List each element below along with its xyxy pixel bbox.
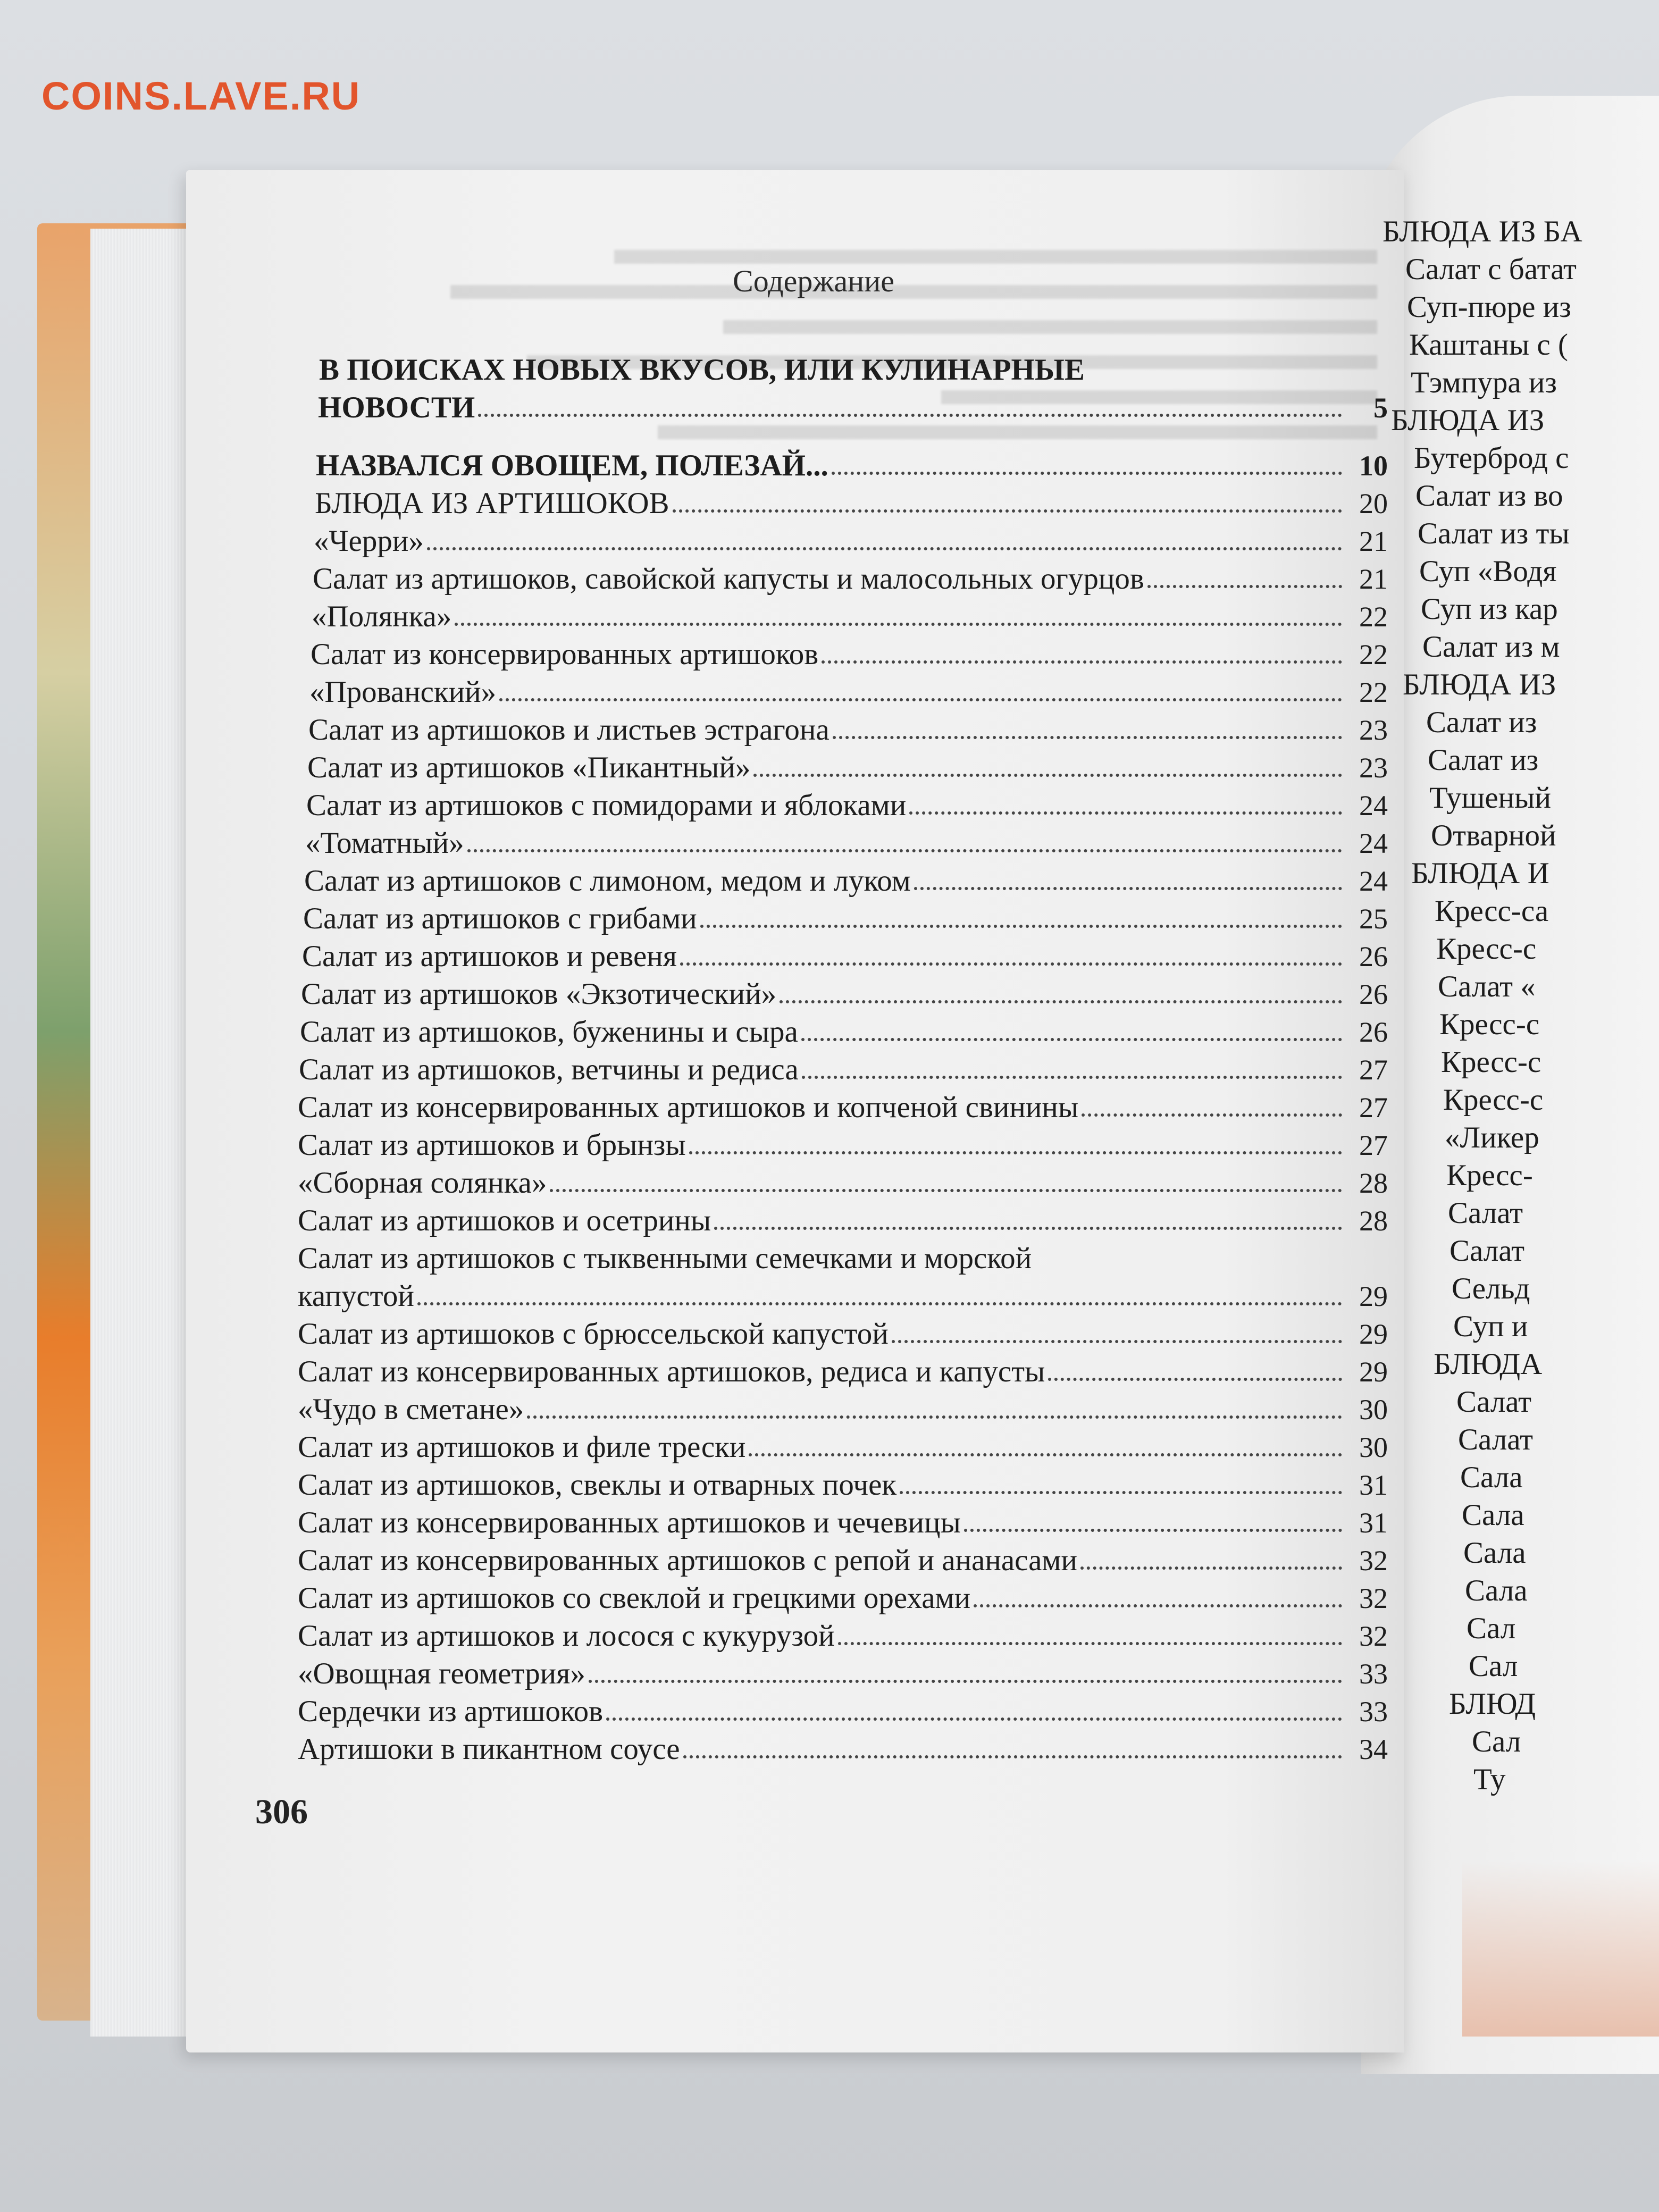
right-toc-line: Салат из м — [1422, 630, 1560, 664]
right-toc-line: Салат из — [1428, 743, 1539, 777]
right-toc-line: Сала — [1463, 1536, 1526, 1570]
right-toc-line: Суп «Водя — [1419, 555, 1557, 588]
toc-leader-dots — [892, 1340, 1342, 1343]
right-toc-line: Суп и — [1453, 1310, 1528, 1343]
toc-entry-title: Салат из артишоков и филе трески — [298, 1430, 746, 1464]
toc-entry — [298, 1390, 1388, 1428]
right-toc-line: Сал — [1472, 1725, 1521, 1758]
right-toc-line: Сала — [1465, 1574, 1528, 1607]
toc-leader-dots — [606, 1717, 1342, 1721]
page-number: 306 — [255, 1792, 308, 1831]
toc-entry-page: 22 — [1359, 639, 1388, 671]
toc-leader-dots — [700, 925, 1342, 928]
toc-entry-page: 25 — [1359, 903, 1388, 935]
watermark: COINS.LAVE.RU — [41, 74, 361, 118]
toc-entry-page: 30 — [1359, 1394, 1388, 1426]
toc-entry — [316, 447, 1388, 484]
right-toc-line: БЛЮДА ИЗ БА — [1382, 215, 1582, 248]
right-toc-line: Салат — [1448, 1196, 1523, 1230]
right-page-toc — [1382, 213, 1659, 1798]
right-toc-line: БЛЮДА И — [1411, 857, 1549, 890]
toc-entry-title: Салат из артишоков, свеклы и отварных почек — [298, 1468, 897, 1502]
toc-leader-dots — [467, 849, 1342, 852]
toc-entry — [304, 862, 1388, 900]
toc-entry-title: Салат из артишоков с тыквенными семечками и морской — [298, 1242, 1032, 1275]
toc-entry-page: 27 — [1359, 1092, 1388, 1124]
toc-entry-page: 23 — [1359, 752, 1388, 784]
toc-entry-title: Салат из артишоков и брынзы — [298, 1128, 686, 1162]
right-toc-line: БЛЮДА ИЗ — [1403, 668, 1556, 701]
right-page-shadow — [1462, 1861, 1659, 2037]
toc-entry-title: капустой — [298, 1279, 414, 1313]
right-toc-line: Кресс- — [1446, 1159, 1533, 1192]
toc-entry — [314, 522, 1388, 560]
toc-entry-page: 5 — [1373, 392, 1388, 424]
right-toc-line: Сал — [1467, 1612, 1516, 1645]
toc-leader-dots — [527, 1415, 1342, 1419]
toc-entry-page: 28 — [1359, 1167, 1388, 1199]
right-toc-line: Бутерброд с — [1414, 441, 1569, 475]
toc-leader-dots — [964, 1529, 1342, 1532]
toc-entry — [301, 975, 1388, 1013]
toc-entry-title: Салат из консервированных артишоков и чечевицы — [298, 1506, 961, 1539]
toc-leader-dots — [1048, 1378, 1342, 1381]
toc-entry-title: Салат из артишоков и ревеня — [302, 940, 677, 973]
toc-entry-title: «Чудо в сметане» — [298, 1393, 524, 1426]
right-toc-line: Кресс-с — [1439, 1008, 1540, 1041]
toc-leader-dots — [683, 1755, 1342, 1758]
toc-entry-title: «Полянка» — [312, 600, 452, 633]
toc-entry-page: 20 — [1359, 488, 1388, 520]
toc-entry-title: Салат из артишоков с лимоном, медом и луком — [304, 864, 911, 898]
toc-entry-title: Салат из артишоков, савойской капусты и малосольных огурцов — [313, 562, 1144, 596]
toc-entry-title: Салат из артишоков, буженины и сыра — [300, 1015, 798, 1049]
toc-entry-page: 31 — [1359, 1507, 1388, 1539]
toc-entry — [298, 1504, 1388, 1541]
toc-entry-page: 28 — [1359, 1205, 1388, 1237]
toc-entry — [298, 1164, 1388, 1202]
toc-entry-page: 27 — [1359, 1054, 1388, 1086]
right-toc-line: Салат с батат — [1405, 253, 1577, 286]
toc-entry-page: 22 — [1359, 676, 1388, 708]
toc-entry-title: Сердечки из артишоков — [298, 1695, 604, 1728]
right-toc-line: Тэмпура из — [1411, 366, 1557, 399]
toc-entry — [313, 560, 1388, 598]
toc-entry-page: 10 — [1359, 450, 1388, 482]
right-toc-line: Кресс-с — [1441, 1045, 1541, 1079]
toc-entry-title: Салат из артишоков с грибами — [303, 902, 697, 935]
toc-entry — [307, 749, 1388, 786]
toc-entry — [299, 1051, 1388, 1088]
toc-entry-page: 21 — [1359, 563, 1388, 595]
toc-entry-title: Салат из артишоков и лосося с кукурузой — [298, 1619, 835, 1653]
toc-entry — [300, 1013, 1388, 1051]
toc-leader-dots — [802, 1076, 1342, 1079]
right-toc-line: Сал — [1469, 1649, 1518, 1683]
toc-entry — [298, 1202, 1388, 1239]
right-toc-line: Салат из во — [1415, 479, 1563, 513]
toc-leader-dots — [780, 1000, 1342, 1003]
toc-entry-title: НОВОСТИ — [318, 391, 475, 424]
toc-leader-dots — [427, 547, 1342, 550]
toc-gap — [298, 426, 1388, 447]
toc-entry — [309, 673, 1388, 711]
toc-leader-dots — [455, 623, 1342, 626]
toc-entry-title: БЛЮДА ИЗ АРТИШОКОВ — [315, 487, 669, 520]
toc-entry-title: Салат из артишоков «Экзотический» — [301, 977, 777, 1011]
right-toc-line: Суп-пюре из — [1407, 290, 1571, 324]
toc-entry-page: 32 — [1359, 1582, 1388, 1614]
toc-leader-dots — [832, 472, 1342, 475]
toc-entry-page: 24 — [1359, 827, 1388, 859]
right-toc-line: Суп из кар — [1421, 592, 1558, 626]
toc-entry-page: 34 — [1359, 1733, 1388, 1765]
right-toc-line: БЛЮД — [1449, 1687, 1536, 1721]
toc-entry — [298, 1692, 1388, 1730]
toc-leader-dots — [499, 698, 1342, 701]
toc-leader-dots — [914, 887, 1342, 890]
right-toc-line: Сала — [1462, 1498, 1524, 1532]
toc-leader-dots — [478, 414, 1342, 417]
toc-entry — [298, 1541, 1388, 1579]
toc-entry-title: Салат из консервированных артишоков с репой и ананасами — [298, 1544, 1077, 1577]
right-toc-line: Кресс-са — [1435, 894, 1549, 928]
toc-leader-dots — [801, 1038, 1342, 1041]
toc-entry-page: 29 — [1359, 1318, 1388, 1350]
right-toc-line: Салат из ты — [1418, 517, 1570, 550]
right-toc-line: Тушеный — [1429, 781, 1551, 815]
toc-leader-dots — [550, 1189, 1342, 1192]
toc-entry — [298, 1126, 1388, 1164]
toc-entry-title: Салат из артишоков с помидорами и яблоками — [306, 789, 907, 822]
toc-entry-title: Артишоки в пикантном соусе — [298, 1732, 680, 1766]
toc-entry-title: В ПОИСКАХ НОВЫХ ВКУСОВ, ИЛИ КУЛИНАРНЫЕ — [319, 353, 1085, 387]
toc-entry-page: 29 — [1359, 1356, 1388, 1388]
right-toc-line: Отварной — [1431, 819, 1556, 852]
toc-entry — [298, 1277, 1388, 1315]
toc-entry-page: 26 — [1359, 1016, 1388, 1048]
toc-entry-title: «Черри» — [314, 524, 424, 558]
right-toc-line: Салат — [1449, 1234, 1524, 1268]
toc-entry — [318, 389, 1388, 426]
toc-entry-title: Салат из консервированных артишоков, редиса и капусты — [298, 1355, 1045, 1388]
toc-entry-page: 21 — [1359, 525, 1388, 557]
toc-entry — [298, 1730, 1388, 1768]
toc-entry-page: 22 — [1359, 601, 1388, 633]
toc-leader-dots — [417, 1302, 1342, 1305]
right-toc-line: Каштаны с ( — [1409, 328, 1568, 362]
toc-leader-dots — [680, 962, 1342, 966]
right-toc-line: Сала — [1460, 1461, 1523, 1494]
toc-entry-page: 29 — [1359, 1280, 1388, 1312]
toc-entry-title: НАЗВАЛСЯ ОВОЩЕМ, ПОЛЕЗАЙ... — [316, 449, 828, 482]
toc-entry — [298, 1239, 1388, 1277]
toc-entry — [312, 598, 1388, 635]
toc-entry — [298, 1466, 1388, 1504]
right-toc-line: Салат « — [1438, 970, 1536, 1003]
toc-leader-dots — [838, 1642, 1342, 1645]
toc-entry — [311, 635, 1388, 673]
toc-entry-title: Салат из артишоков, ветчины и редиса — [299, 1053, 799, 1086]
toc-entry — [298, 1353, 1388, 1390]
toc-entry-title: «Овощная геометрия» — [298, 1657, 585, 1690]
page-title: Содержание — [733, 264, 894, 298]
toc-entry — [298, 1315, 1388, 1353]
toc-leader-dots — [753, 774, 1342, 777]
toc-entry — [302, 937, 1388, 975]
toc-entry-title: Салат из артишоков и листьев эстрагона — [308, 713, 830, 747]
toc-entry-page: 30 — [1359, 1431, 1388, 1463]
toc-entry-title: Салат из консервированных артишоков и копченой свинины — [298, 1091, 1079, 1124]
toc-leader-dots — [909, 811, 1342, 815]
toc-leader-dots — [689, 1151, 1342, 1154]
toc-entry — [298, 1088, 1388, 1126]
right-toc-line: БЛЮДА ИЗ — [1391, 404, 1545, 437]
toc-entry-page: 33 — [1359, 1658, 1388, 1690]
toc-leader-dots — [1082, 1113, 1342, 1117]
toc-leader-dots — [1080, 1566, 1342, 1570]
toc-entry-title: Салат из артишоков «Пикантный» — [307, 751, 751, 784]
toc-entry-title: Салат из консервированных артишоков — [311, 638, 819, 671]
right-toc-line: Салат — [1456, 1385, 1531, 1419]
right-toc-line: Ту — [1473, 1763, 1506, 1796]
toc-entry-page: 32 — [1359, 1545, 1388, 1577]
toc-entry-page: 26 — [1359, 941, 1388, 973]
toc-leader-dots — [822, 660, 1342, 664]
toc-leader-dots — [974, 1604, 1342, 1607]
right-toc-line: «Ликер — [1445, 1121, 1539, 1154]
toc-entry-page: 24 — [1359, 790, 1388, 822]
toc-entry — [306, 786, 1388, 824]
toc-entry-title: «Томатный» — [305, 826, 464, 860]
toc-entry-page: 27 — [1359, 1129, 1388, 1161]
toc-entry-title: Салат из артишоков со свеклой и грецкими орехами — [298, 1581, 971, 1615]
right-toc-line: Салат — [1458, 1423, 1533, 1456]
toc-entry — [315, 484, 1388, 522]
toc-entry-title: Салат из артишоков и осетрины — [298, 1204, 711, 1237]
right-toc-line: Салат из — [1426, 706, 1537, 739]
right-toc-line: Кресс-с — [1436, 932, 1537, 966]
toc-leader-dots — [749, 1453, 1342, 1456]
toc-entry — [298, 1579, 1388, 1617]
toc-entry — [298, 1617, 1388, 1655]
toc-entry — [305, 824, 1388, 862]
toc-entry-page: 31 — [1359, 1469, 1388, 1501]
toc-entry-title: «Прованский» — [309, 675, 497, 709]
toc-entry — [303, 900, 1388, 937]
toc-entry-page: 26 — [1359, 978, 1388, 1010]
toc-entry-page: 23 — [1359, 714, 1388, 746]
toc-leader-dots — [714, 1227, 1342, 1230]
right-toc-line: Кресс-с — [1443, 1083, 1544, 1117]
table-of-contents — [298, 351, 1388, 1768]
toc-entry — [298, 1655, 1388, 1692]
toc-leader-dots — [673, 509, 1342, 513]
toc-entry-page: 32 — [1359, 1620, 1388, 1652]
toc-entry — [298, 1428, 1388, 1466]
toc-leader-dots — [1147, 585, 1342, 588]
toc-entry — [308, 711, 1388, 749]
toc-entry-page: 24 — [1359, 865, 1388, 897]
toc-entry-title: Салат из артишоков с брюссельской капустой — [298, 1317, 889, 1351]
toc-leader-dots — [589, 1680, 1342, 1683]
toc-entry — [319, 351, 1388, 389]
toc-entry-title: «Сборная солянка» — [298, 1166, 547, 1200]
right-toc-line: БЛЮДА — [1434, 1347, 1543, 1381]
toc-entry-page: 33 — [1359, 1696, 1388, 1728]
toc-leader-dots — [833, 736, 1342, 739]
right-toc-line: Сельд — [1452, 1272, 1530, 1305]
toc-leader-dots — [900, 1491, 1342, 1494]
